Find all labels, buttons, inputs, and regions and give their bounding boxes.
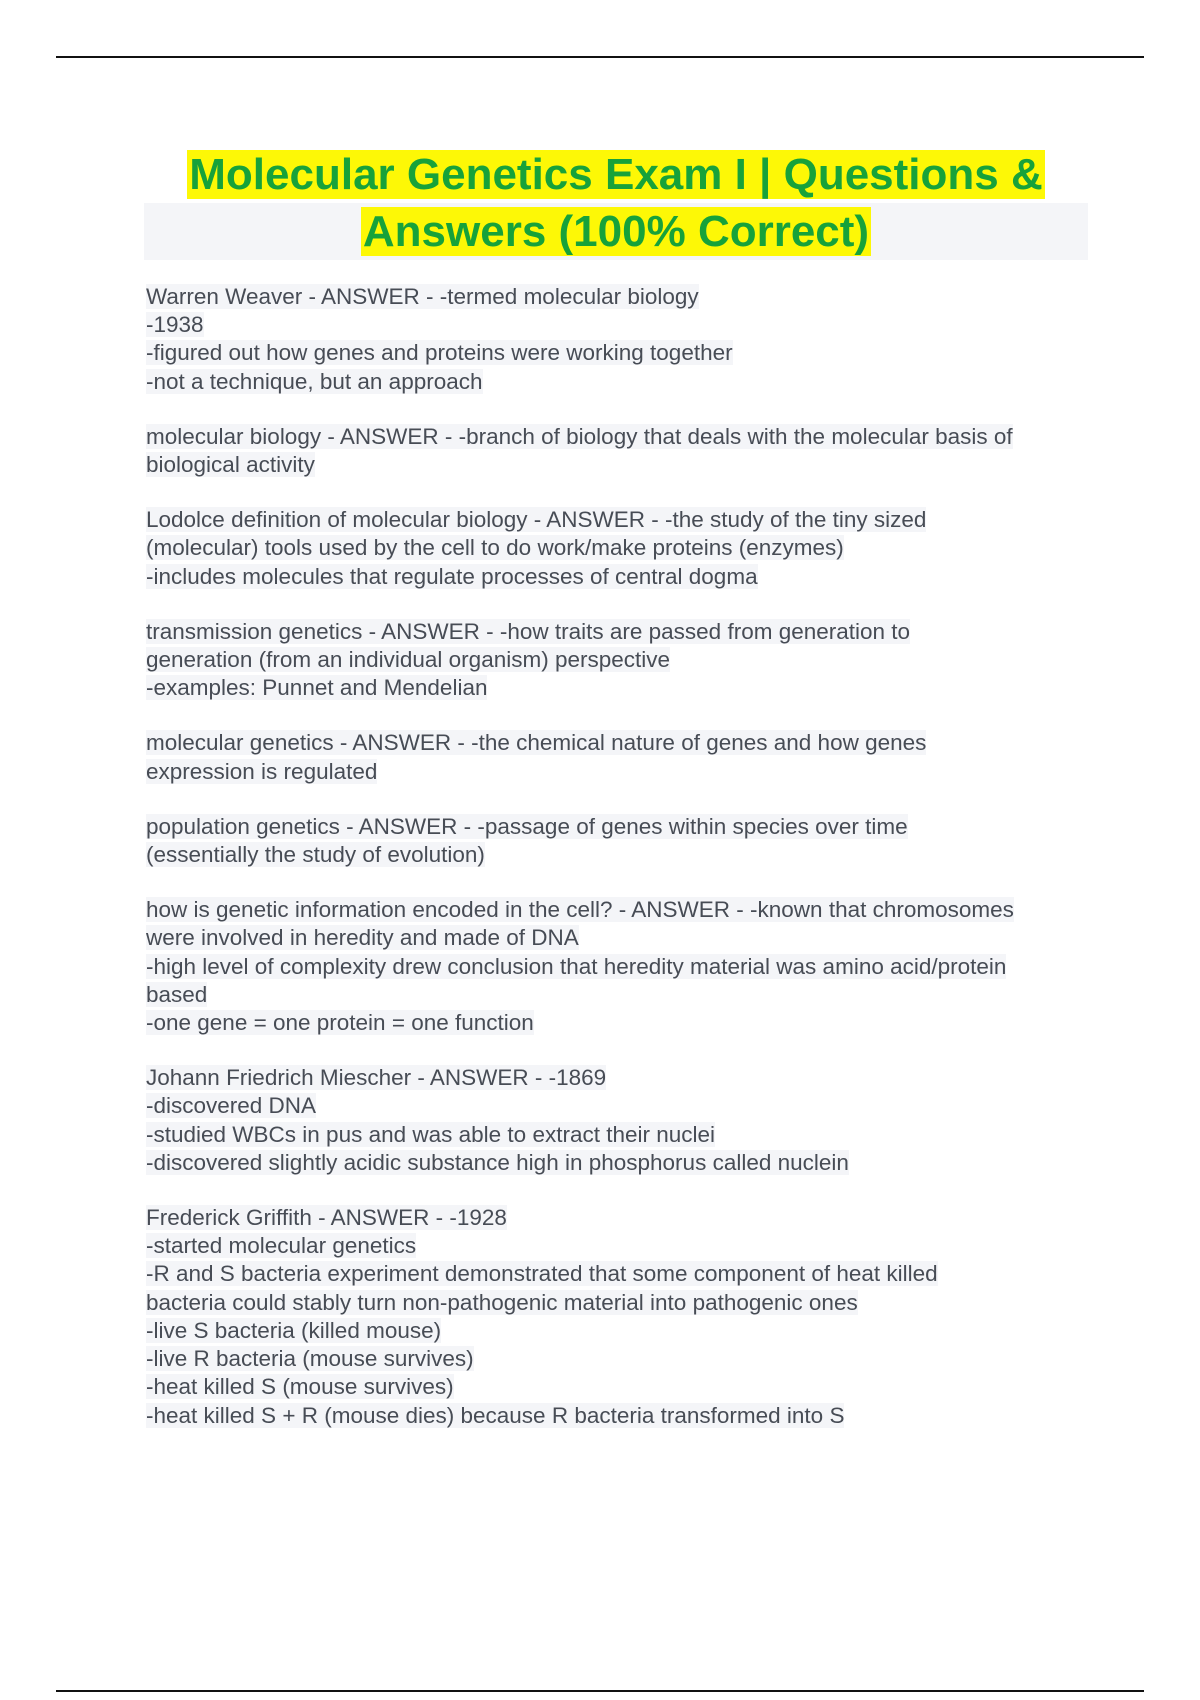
entry-answer-line — [146, 1402, 1096, 1430]
qa-entry — [146, 283, 1096, 396]
top-rule — [56, 56, 1144, 58]
entry-line-text: -not a technique, but an approach — [146, 368, 483, 394]
entry-answer-line — [146, 368, 1096, 396]
qa-entry — [146, 423, 1096, 479]
entry-term-line — [146, 896, 1096, 924]
title-line-2-text: Answers (100% Correct) — [362, 207, 870, 256]
entry-term-line — [146, 1204, 1096, 1232]
entry-line-text: (essentially the study of evolution) — [146, 842, 485, 868]
entry-line-text: -started molecular genetics — [146, 1233, 417, 1259]
entry-line-text: -R and S bacteria experiment demonstrated that some component of heat killed — [146, 1261, 938, 1287]
entry-line-text: Frederick Griffith - ANSWER - -1928 — [146, 1205, 507, 1231]
entry-line-text: Johann Friedrich Miescher - ANSWER - -1869 — [146, 1065, 607, 1091]
entry-line-text: transmission genetics - ANSWER - -how traits are passed from generation to — [146, 618, 911, 644]
qa-entry — [146, 813, 1096, 869]
entry-line-text: generation (from an individual organism) perspective — [146, 647, 671, 673]
entry-line-text: -includes molecules that regulate processes of central dogma — [146, 563, 758, 589]
qa-entry — [146, 506, 1096, 591]
entry-answer-line — [146, 451, 1096, 479]
entry-answer-line — [146, 924, 1096, 952]
qa-entry — [146, 896, 1096, 1037]
entry-line-text: -1938 — [146, 312, 204, 338]
qa-entry — [146, 1064, 1096, 1177]
qa-entry — [146, 618, 1096, 703]
entry-answer-line — [146, 981, 1096, 1009]
entry-term-line — [146, 506, 1096, 534]
qa-entries — [146, 283, 1096, 1457]
entry-term-line — [146, 423, 1096, 451]
entry-line-text: expression is regulated — [146, 758, 378, 784]
entry-line-text: population genetics - ANSWER - -passage of genes within species over time — [146, 813, 908, 839]
entry-line-text: -one gene = one protein = one function — [146, 1010, 534, 1036]
entry-line-text: -heat killed S (mouse survives) — [146, 1374, 454, 1400]
entry-answer-line — [146, 841, 1096, 869]
entry-line-text: how is genetic information encoded in the cell? - ANSWER - -known that chromosomes — [146, 897, 1014, 923]
entry-line-text: -examples: Punnet and Mendelian — [146, 675, 488, 701]
entry-term-line — [146, 813, 1096, 841]
entry-line-text: bacteria could stably turn non-pathogenic material into pathogenic ones — [146, 1289, 858, 1315]
qa-entry — [146, 1204, 1096, 1430]
entry-answer-line — [146, 1345, 1096, 1373]
entry-line-text: were involved in heredity and made of DNA — [146, 925, 579, 951]
entry-line-text: -high level of complexity drew conclusion that heredity material was amino acid/protein — [146, 953, 1007, 979]
entry-line-text: based — [146, 981, 208, 1007]
title-line-1 — [144, 146, 1088, 203]
entry-answer-line — [146, 563, 1096, 591]
entry-line-text: biological activity — [146, 452, 315, 478]
entry-answer-line — [146, 1317, 1096, 1345]
entry-line-text: -discovered slightly acidic substance high in phosphorus called nuclein — [146, 1149, 849, 1175]
entry-line-text: -live R bacteria (mouse survives) — [146, 1346, 474, 1372]
entry-line-text: -live S bacteria (killed mouse) — [146, 1317, 442, 1343]
entry-answer-line — [146, 1121, 1096, 1149]
entry-term-line — [146, 283, 1096, 311]
entry-answer-line — [146, 1289, 1096, 1317]
qa-entry — [146, 729, 1096, 785]
entry-term-line — [146, 729, 1096, 757]
title-line-2 — [144, 203, 1088, 260]
entry-answer-line — [146, 1373, 1096, 1401]
entry-line-text: (molecular) tools used by the cell to do work/make proteins (enzymes) — [146, 535, 844, 561]
entry-answer-line — [146, 646, 1096, 674]
entry-line-text: Lodolce definition of molecular biology - ANSWER - -the study of the tiny sized — [146, 507, 927, 533]
entry-term-line — [146, 618, 1096, 646]
entry-answer-line — [146, 339, 1096, 367]
entry-answer-line — [146, 1009, 1096, 1037]
entry-line-text: Warren Weaver - ANSWER - -termed molecular biology — [146, 284, 699, 309]
entry-answer-line — [146, 953, 1096, 981]
title-line-1-text: Molecular Genetics Exam I | Questions & — [189, 150, 1043, 199]
entry-answer-line — [146, 674, 1096, 702]
entry-answer-line — [146, 1092, 1096, 1120]
entry-answer-line — [146, 1260, 1096, 1288]
entry-line-text: -discovered DNA — [146, 1093, 317, 1119]
entry-answer-line — [146, 1232, 1096, 1260]
entry-answer-line — [146, 1149, 1096, 1177]
entry-line-text: -heat killed S + R (mouse dies) because R bacteria transformed into S — [146, 1402, 845, 1428]
entry-line-text: molecular genetics - ANSWER - -the chemical nature of genes and how genes — [146, 730, 927, 756]
bottom-rule — [56, 1690, 1144, 1692]
entry-line-text: -studied WBCs in pus and was able to extract their nuclei — [146, 1121, 716, 1147]
entry-answer-line — [146, 758, 1096, 786]
entry-answer-line — [146, 311, 1096, 339]
entry-line-text: molecular biology - ANSWER - -branch of biology that deals with the molecular basis of — [146, 423, 1013, 449]
entry-line-text: -figured out how genes and proteins were working together — [146, 340, 733, 366]
document-title — [144, 146, 1088, 260]
entry-term-line — [146, 1064, 1096, 1092]
entry-answer-line — [146, 534, 1096, 562]
